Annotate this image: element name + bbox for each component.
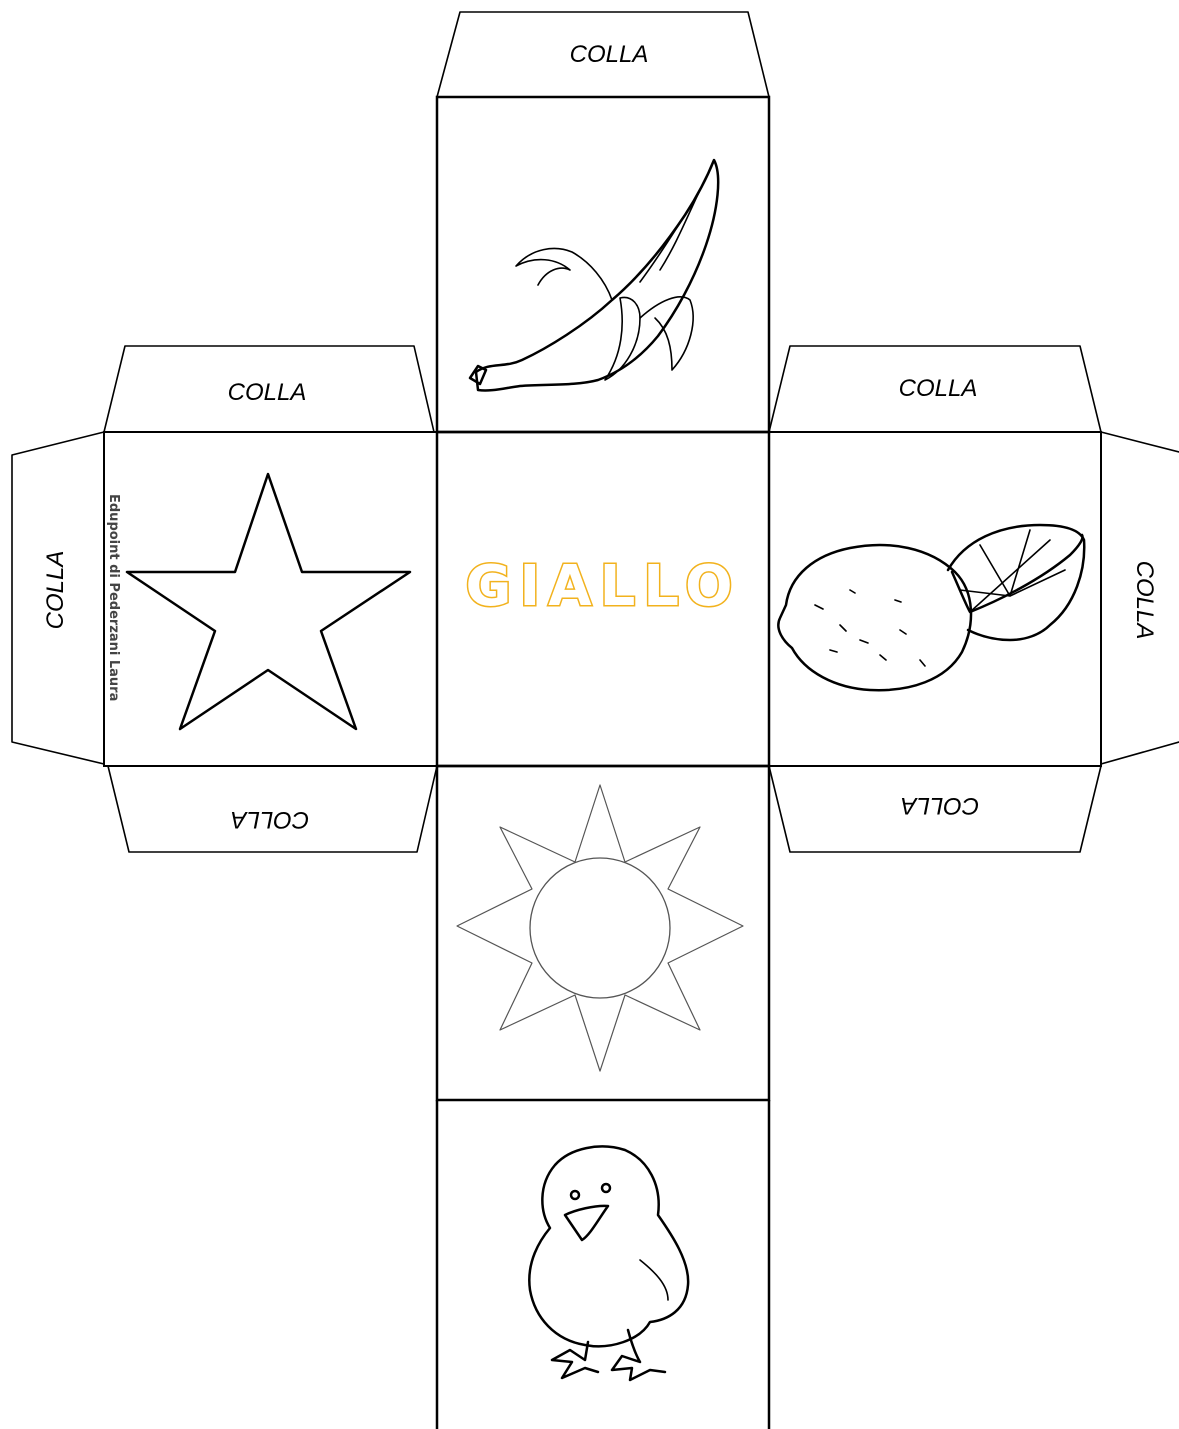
glue-tab-left-bottom — [108, 766, 437, 852]
face-bottom-extra — [437, 1100, 769, 1429]
sun-icon — [457, 785, 743, 1071]
chick-icon — [529, 1146, 688, 1380]
glue-tab-top — [437, 12, 769, 97]
credit-text: Edupoint di Pederzani Laura — [106, 494, 121, 702]
face-top — [437, 97, 769, 432]
face-right — [769, 432, 1101, 766]
glue-label: COLLA — [900, 792, 980, 819]
star-icon — [127, 474, 410, 729]
glue-label: COLLA — [898, 375, 978, 402]
glue-tab-right-side — [1101, 432, 1179, 764]
glue-label: COLLA — [230, 806, 310, 833]
glue-tab-right-bottom — [769, 766, 1101, 852]
glue-label: COLLA — [227, 379, 307, 406]
lemon-icon — [778, 525, 1084, 690]
glue-tab-right-top — [769, 346, 1101, 432]
color-title: GIALLO — [465, 554, 741, 619]
glue-label: COLLA — [42, 550, 69, 630]
glue-tab-left-top — [104, 346, 434, 432]
banana-icon — [470, 160, 718, 391]
glue-label: COLLA — [1131, 560, 1158, 640]
glue-tab-left-side — [12, 432, 104, 764]
glue-label: COLLA — [569, 41, 649, 68]
